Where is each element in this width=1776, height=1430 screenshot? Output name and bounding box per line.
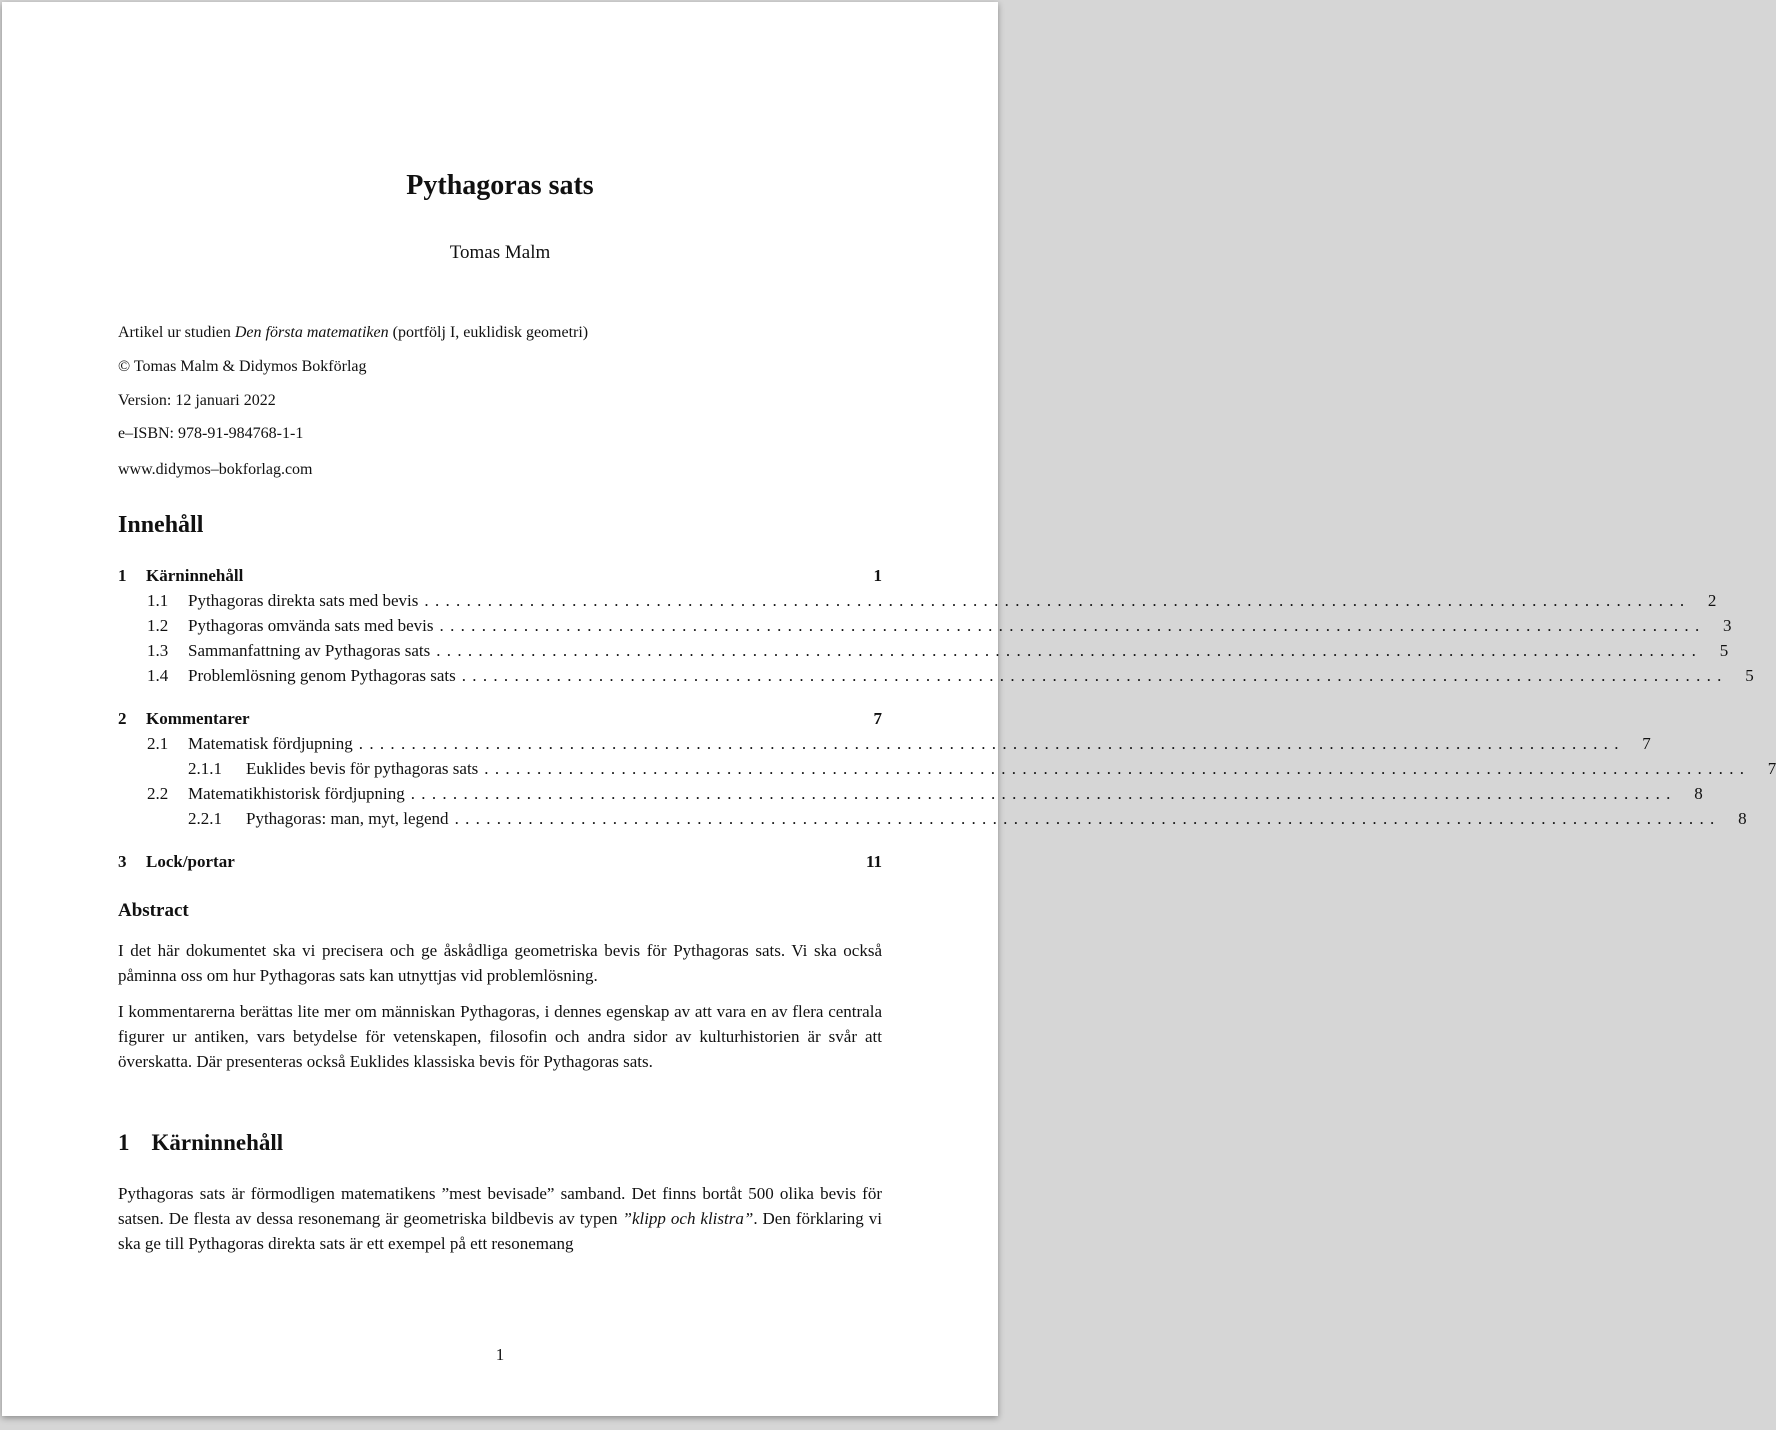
- article-source: [118, 324, 588, 342]
- toc-label: Euklides bevis för pythagoras sats: [246, 759, 479, 778]
- document-author: Tomas Malm: [449, 242, 551, 263]
- abstract-paragraph-1: I det här dokumentet ska vi precisera och ge åskådliga geometriska bevis för Pythagoras sats. Vi ska också påminna oss om hur Pythagoras sats kan utnyttjas vid problemlösning.: [118, 941, 882, 985]
- toc-section[interactable]: [118, 849, 882, 874]
- toc-number: 1: [118, 566, 127, 585]
- section-heading: [118, 1130, 283, 1156]
- dot-leader: ........................................................................................................................: [424, 591, 1691, 610]
- article-suffix: (portfölj I, euklidisk geometri): [388, 324, 589, 341]
- toc-label: Pythagoras: man, myt, legend: [246, 809, 449, 828]
- toc-number: 1.3: [147, 641, 169, 660]
- dot-leader: ........................................................................................................................: [484, 759, 1751, 778]
- document-title: Pythagoras sats: [406, 170, 594, 201]
- dot-leader: ........................................................................................................................: [454, 809, 1721, 828]
- abstract-paragraph-2: I kommentarerna berättas lite mer om människan Pythagoras, i dennes egenskap av att vara en av flera centrala figurer ur antiken, vars betydelse för vetenskapen, filosofin och andra sidor av kulturhistorien är svår att överskatta. Där presenteras också Euklides klassiska bevis för Pythagoras sats.: [118, 1002, 882, 1071]
- dot-leader: ........................................................................................................................: [439, 616, 1706, 635]
- toc-entry[interactable]: [118, 588, 1717, 613]
- toc-heading: Innehåll: [118, 512, 204, 538]
- toc-page: 7: [1767, 759, 1776, 778]
- toc-section[interactable]: [118, 706, 882, 731]
- copyright: © Tomas Malm & Didymos Bokförlag: [118, 358, 367, 375]
- dot-leader: ........................................................................................................................: [461, 666, 1728, 685]
- table-of-contents: [118, 563, 1776, 874]
- toc-number: 2.1: [147, 734, 169, 753]
- study-title: Den första matematiken: [234, 324, 389, 341]
- toc-number: 1.1: [147, 591, 169, 610]
- toc-page: 5: [1745, 666, 1754, 685]
- isbn: e–ISBN: 978-91-984768-1-1: [118, 425, 304, 442]
- text-part: Pythagoras sats är förmodligen matematikens ”mest bevisade” samband. Det finns bortåt 500 olika bevis för satsen. De flesta av dessa resonemang är geometriska bildbevis av typen: [118, 1184, 882, 1228]
- toc-label: Matematikhistorisk fördjupning: [188, 784, 405, 803]
- toc-entry[interactable]: [118, 731, 1651, 756]
- toc-page: 7: [873, 709, 882, 728]
- toc-label: Problemlösning genom Pythagoras sats: [188, 666, 456, 685]
- toc-gap: [118, 688, 882, 706]
- website-link[interactable]: www.didymos–bokforlag.com: [118, 461, 313, 478]
- toc-label: Kärninnehåll: [146, 566, 244, 585]
- emphasis: ”klipp och klistra”: [622, 1209, 754, 1228]
- document-page: [2, 2, 1776, 1416]
- toc-page: 3: [1723, 616, 1732, 635]
- dot-leader: ........................................................................................................................: [436, 641, 1703, 660]
- toc-label: Lock/portar: [146, 852, 235, 871]
- text-part: . Den förklaring vi ska ge till Pythagoras direkta sats är ett exempel på ett resonemang: [118, 1209, 882, 1253]
- toc-number: 2.1.1: [188, 759, 222, 778]
- section-number: 1: [118, 1130, 130, 1155]
- toc-entry[interactable]: [118, 806, 1747, 831]
- page-number: 1: [495, 1345, 505, 1364]
- toc-label: Sammanfattning av Pythagoras sats: [188, 641, 431, 660]
- toc-number: 2: [118, 709, 127, 728]
- toc-number: 2.2: [147, 784, 169, 803]
- toc-label: Pythagoras direkta sats med bevis: [188, 591, 419, 610]
- toc-number: 3: [118, 852, 127, 871]
- toc-page: 7: [1642, 734, 1651, 753]
- toc-number: 2.2.1: [188, 809, 222, 828]
- dot-leader: ........................................................................................................................: [358, 734, 1625, 753]
- toc-label: Matematisk fördjupning: [188, 734, 353, 753]
- abstract-heading: Abstract: [118, 900, 189, 921]
- toc-page: 2: [1707, 591, 1717, 610]
- article-prefix: Artikel ur studien: [118, 324, 235, 341]
- section-paragraph: [118, 1181, 882, 1256]
- toc-page: 1: [873, 566, 882, 585]
- toc-number: 1.4: [147, 666, 169, 685]
- toc-entry[interactable]: [118, 663, 1754, 688]
- section-title: Kärninnehåll: [151, 1130, 284, 1155]
- toc-entry[interactable]: [118, 638, 1729, 663]
- toc-page: 8: [1738, 809, 1747, 828]
- toc-label: Kommentarer: [146, 709, 250, 728]
- dot-leader: ........................................................................................................................: [410, 784, 1677, 803]
- toc-gap: [118, 831, 882, 849]
- toc-section[interactable]: [118, 563, 882, 588]
- toc-entry[interactable]: [118, 756, 1776, 781]
- toc-entry[interactable]: [118, 613, 1732, 638]
- toc-page: 5: [1719, 641, 1729, 660]
- toc-page: 8: [1694, 784, 1703, 803]
- version: Version: 12 januari 2022: [118, 392, 276, 409]
- toc-number: 1.2: [147, 616, 169, 635]
- toc-page: 11: [865, 852, 882, 871]
- toc-entry[interactable]: [118, 781, 1703, 806]
- toc-label: Pythagoras omvända sats med bevis: [188, 616, 434, 635]
